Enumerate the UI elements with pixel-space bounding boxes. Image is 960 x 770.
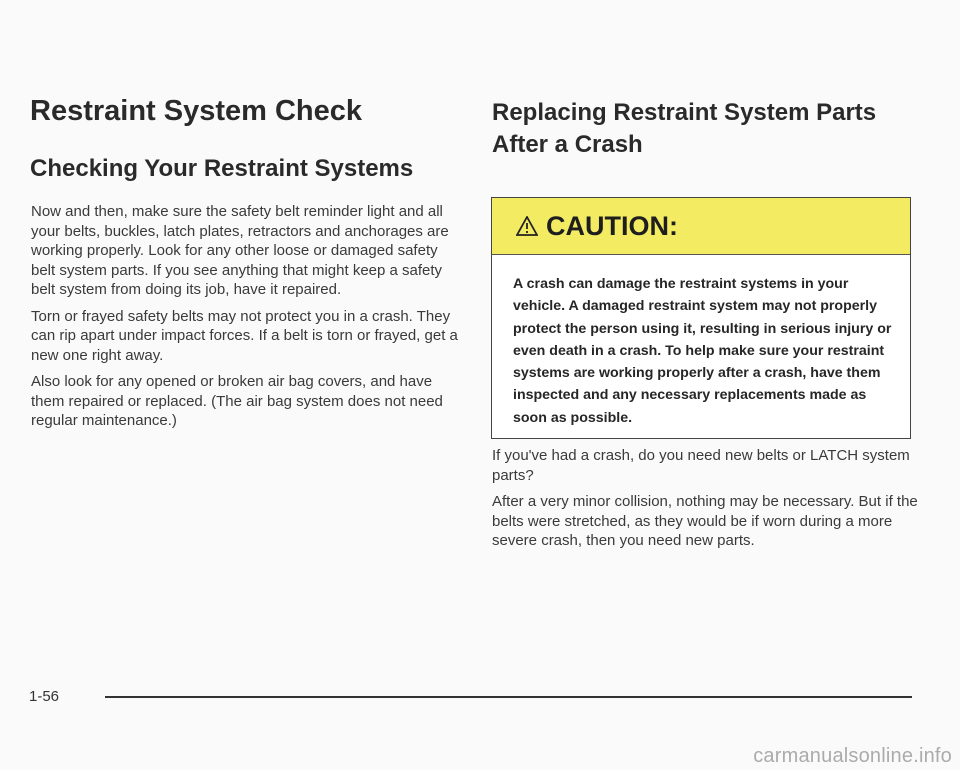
paragraph: After a very minor collision, nothing may be necessary. But if the belts were stretched, as they would be if worn during a more severe crash, then you need new parts. [492, 493, 918, 549]
watermark: carmanualsonline.info [753, 745, 952, 767]
section-title: Restraint System Check [30, 95, 363, 127]
right-column [492, 446, 922, 558]
caution-label: CAUTION: [546, 210, 678, 241]
paragraph: Also look for any opened or broken air bag covers, and have them repaired or replaced. (The air bag system does not need regular maintenance.) [31, 373, 443, 429]
warning-triangle-icon [516, 216, 538, 236]
paragraph: Now and then, make sure the safety belt reminder light and all your belts, buckles, latch plates, retractors and anchorages are working properly. Look for any other loose or damaged safety belt system parts. If you see anything that might keep a safety belt system from doing its job, have it repaired. [31, 203, 449, 298]
subsection-title: Checking Your Restraint Systems [30, 155, 414, 182]
paragraph: If you've had a crash, do you need new belts or LATCH system parts? [492, 447, 910, 484]
footer-divider [105, 696, 912, 698]
caution-header [492, 198, 910, 255]
paragraph: Torn or frayed safety belts may not protect you in a crash. They can rip apart under impact forces. If a belt is torn or frayed, get a new one right away. [31, 307, 458, 364]
left-column [31, 202, 461, 438]
right-section-title: Replacing Restraint System Parts After a Crash [492, 99, 877, 158]
page-number: 1-56 [29, 688, 60, 705]
caution-text: A crash can damage the restraint systems in your vehicle. A damaged restraint system may not properly protect the person using it, resulting in serious injury or even death in a crash. To help make sure your restraint systems are working properly after a crash, have them inspected and any necessary replacements made as soon as possible. [513, 276, 892, 426]
caution-box [491, 197, 911, 439]
